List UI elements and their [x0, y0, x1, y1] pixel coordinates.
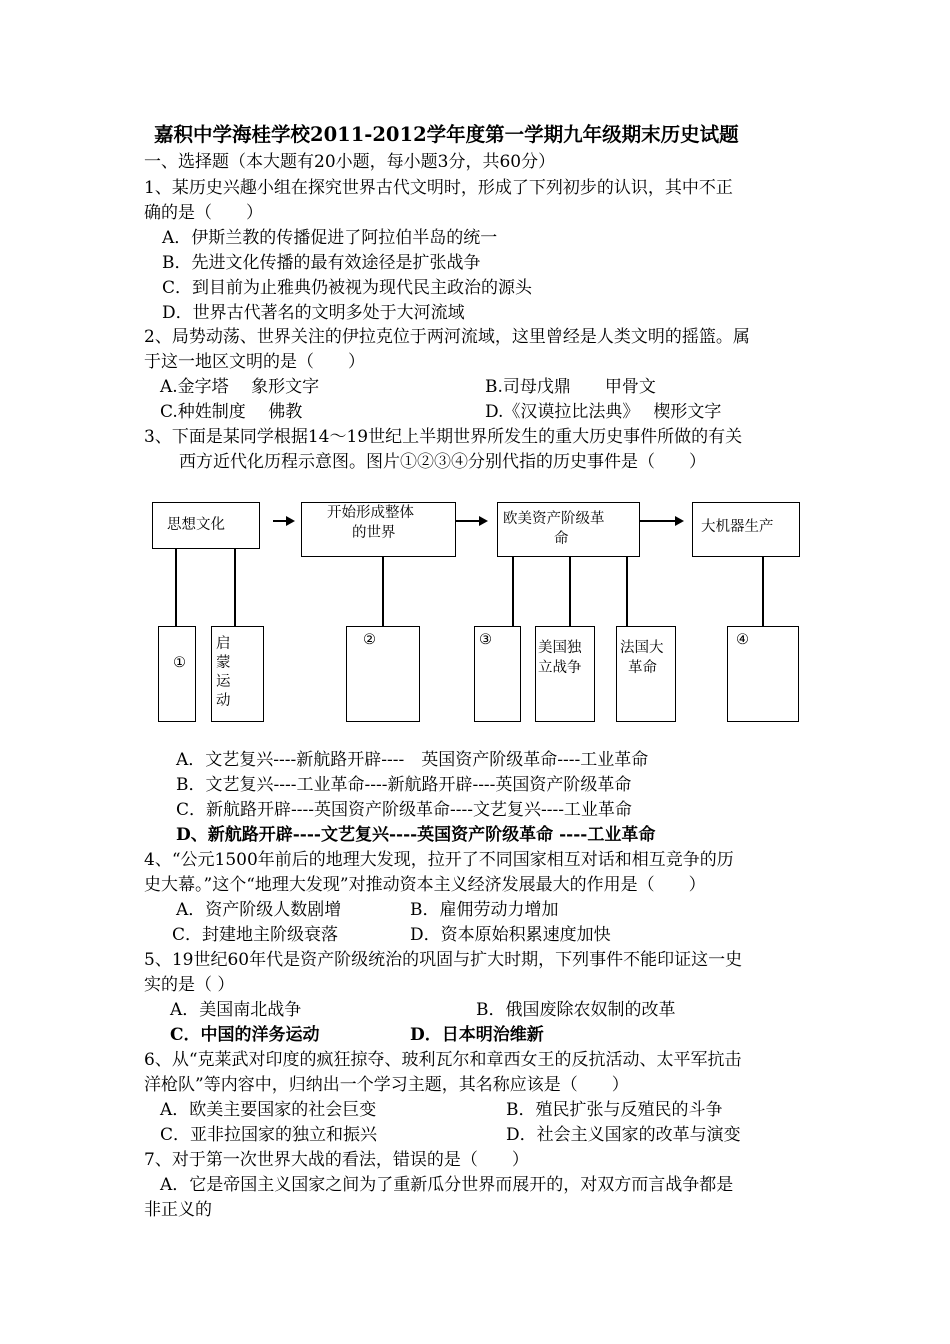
- box-blank-2: [346, 626, 420, 722]
- arrow-head-icon: [286, 516, 295, 526]
- question-stem: 确的是（ ）: [144, 203, 263, 223]
- box-thought-culture: [152, 502, 260, 549]
- option-a: A．欧美主要国家的社会巨变: [160, 1100, 377, 1120]
- question-stem: 2、局势动荡、世界关注的伊拉克位于两河流域，这里曾经是人类文明的摇篮。属: [144, 327, 750, 347]
- box-blank-4: [727, 626, 799, 722]
- option-d: D、新航路开辟----文艺复兴----英国资产阶级革命 ----工业革命: [176, 825, 656, 845]
- box-label: 思想文化: [167, 517, 225, 533]
- box-label: 开始形成整体: [327, 505, 414, 521]
- box-label: 美国独: [538, 640, 582, 656]
- connector-line: [626, 557, 628, 626]
- question-stem: 6、从“克莱武对印度的疯狂掠夺、玻利瓦尔和章西女王的反抗活动、太平军抗击: [144, 1050, 742, 1070]
- option-c: C．封建地主阶级衰落: [172, 925, 339, 945]
- box-world-whole: [301, 502, 456, 557]
- option-b: B．殖民扩张与反殖民的斗争: [506, 1100, 723, 1120]
- question-stem: 西方近代化历程示意图。图片①②③④分别代指的历史事件是（ ）: [179, 452, 706, 472]
- option-d: D.《汉谟拉比法典》 楔形文字: [485, 402, 722, 422]
- option-a: A．文艺复兴----新航路开辟---- 英国资产阶级革命----工业革命: [176, 750, 649, 770]
- option-c: C．中国的洋务运动: [170, 1025, 320, 1045]
- connector-line: [569, 557, 571, 626]
- option-b: B．先进文化传播的最有效途径是扩张战争: [162, 253, 481, 273]
- option-c: C．亚非拉国家的独立和振兴: [160, 1125, 378, 1145]
- option-d: D．世界古代著名的文明多处于大河流域: [162, 303, 465, 323]
- question-stem: 4、“公元1500年前后的地理大发现，拉开了不同国家相互对话和相互竞争的历: [144, 850, 734, 870]
- option-a: A．伊斯兰教的传播促进了阿拉伯半岛的统一: [162, 228, 498, 248]
- box-blank-1: [158, 626, 196, 722]
- box-label: 命: [554, 531, 569, 547]
- option-d: D．社会主义国家的改革与演变: [506, 1125, 741, 1145]
- option-b: B．俄国废除农奴制的改革: [476, 1000, 676, 1020]
- connector-line: [512, 557, 514, 626]
- connector-line: [234, 549, 236, 626]
- arrow-head-icon: [675, 516, 684, 526]
- arrow-line: [273, 520, 287, 522]
- question-stem: 3、下面是某同学根据14～19世纪上半期世界所发生的重大历史事件所做的有关: [144, 427, 743, 447]
- box-label: ①: [173, 655, 186, 671]
- box-blank-3: [474, 626, 521, 722]
- box-label: 立战争: [538, 660, 582, 676]
- question-stem: 史大幕。”这个“地理大发现”对推动资本主义经济发展最大的作用是（ ）: [144, 875, 706, 895]
- box-label: 动: [216, 693, 231, 709]
- option-d: D．资本原始积累速度加快: [410, 925, 611, 945]
- page-title: 嘉积中学海桂学校2011-2012学年度第一学期九年级期末历史试题: [154, 123, 739, 146]
- question-stem: 于这一地区文明的是（ ）: [144, 352, 365, 372]
- box-enlightenment: [211, 626, 264, 722]
- arrow-line: [640, 520, 676, 522]
- box-label: 法国大: [620, 640, 664, 656]
- arrow-head-icon: [479, 516, 488, 526]
- box-label: ④: [736, 632, 749, 648]
- option-b: B.司母戊鼎 甲骨文: [485, 377, 656, 397]
- question-stem: 洋枪队”等内容中，归纳出一个学习主题，其名称应该是（ ）: [144, 1075, 629, 1095]
- question-stem: 实的是（ ）: [144, 975, 235, 995]
- option-d: D．日本明治维新: [410, 1025, 544, 1045]
- option-a-continued: 非正义的: [144, 1200, 212, 1220]
- box-label: 大机器生产: [701, 519, 774, 535]
- option-c: C．新航路开辟----英国资产阶级革命----文艺复兴----工业革命: [176, 800, 632, 820]
- option-c: C．到目前为止雅典仍被视为现代民主政治的源头: [162, 278, 533, 298]
- connector-line: [382, 557, 384, 626]
- option-c: C.种姓制度 佛教: [160, 402, 303, 422]
- box-label: ③: [479, 632, 492, 648]
- box-label: 欧美资产阶级革: [503, 511, 605, 527]
- box-label: ②: [363, 632, 376, 648]
- box-american-independence: [535, 626, 595, 722]
- arrow-line: [456, 520, 480, 522]
- option-a: A.金字塔 象形文字: [160, 377, 320, 397]
- option-a: A．它是帝国主义国家之间为了重新瓜分世界而展开的，对双方而言战争都是: [160, 1175, 734, 1195]
- option-b: B．文艺复兴----工业革命----新航路开辟----英国资产阶级革命: [176, 775, 632, 795]
- connector-line: [175, 549, 177, 626]
- option-a: A．美国南北战争: [170, 1000, 302, 1020]
- box-label: 蒙: [216, 655, 231, 671]
- box-label: 运: [216, 674, 231, 690]
- option-b: B．雇佣劳动力增加: [410, 900, 559, 920]
- connector-line: [762, 557, 764, 626]
- question-stem: 5、19世纪60年代是资产阶级统治的巩固与扩大时期，下列事件不能印证这一史: [144, 950, 743, 970]
- box-label: 革命: [628, 660, 657, 676]
- box-french-revolution: [616, 626, 676, 722]
- question-stem: 7、对于第一次世界大战的看法，错误的是（ ）: [144, 1150, 529, 1170]
- option-a: A．资产阶级人数剧增: [176, 900, 342, 920]
- box-label: 的世界: [352, 525, 396, 541]
- box-machine-production: [692, 502, 800, 557]
- section-heading: 一、选择题（本大题有20小题，每小题3分，共60分）: [144, 152, 556, 172]
- box-bourgeois-revolution: [497, 502, 640, 557]
- box-label: 启: [216, 636, 231, 652]
- question-stem: 1、某历史兴趣小组在探究世界古代文明时，形成了下列初步的认识，其中不正: [144, 178, 733, 198]
